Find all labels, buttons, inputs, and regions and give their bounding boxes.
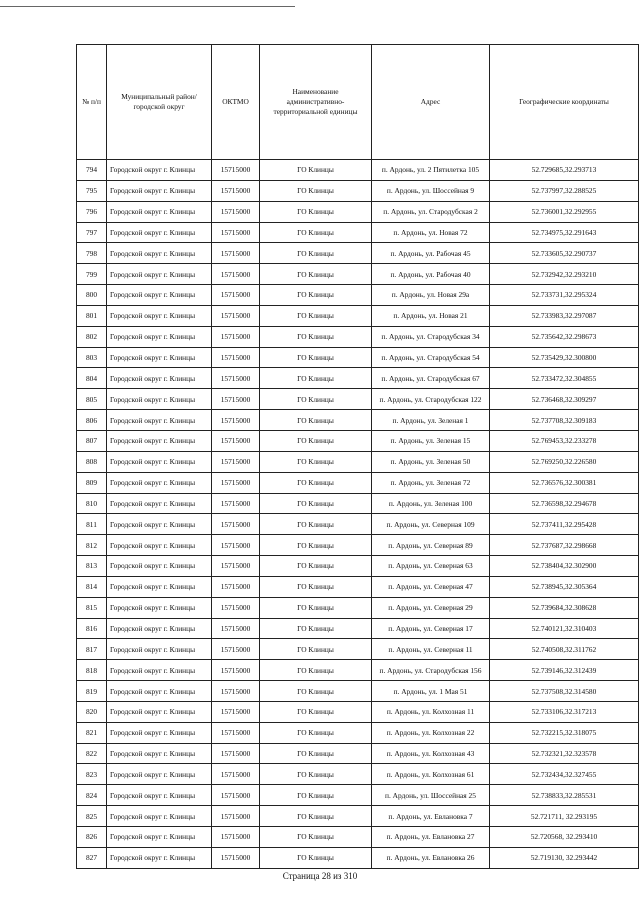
header-municipality: Муниципальный район/городской округ: [107, 45, 212, 160]
table-row: [77, 493, 639, 514]
cell-municipality: Городской округ г. Клинцы: [107, 764, 212, 785]
cell-oktmo: 15715000: [212, 180, 260, 201]
cell-admin-unit: ГО Клинцы: [260, 160, 372, 181]
cell-coordinates: 52.735429,32.300800: [490, 347, 639, 368]
cell-municipality: Городской округ г. Клинцы: [107, 743, 212, 764]
cell-number: 797: [77, 222, 107, 243]
table-row: [77, 576, 639, 597]
table-row: [77, 764, 639, 785]
cell-number: 820: [77, 701, 107, 722]
cell-coordinates: 52.736598,32.294678: [490, 493, 639, 514]
cell-municipality: Городской округ г. Клинцы: [107, 535, 212, 556]
cell-number: 798: [77, 243, 107, 264]
cell-number: 814: [77, 576, 107, 597]
cell-address: п. Ардонь, ул. Шоссейная 25: [372, 785, 490, 806]
cell-municipality: Городской округ г. Клинцы: [107, 160, 212, 181]
cell-oktmo: 15715000: [212, 285, 260, 306]
cell-admin-unit: ГО Клинцы: [260, 597, 372, 618]
table-row: [77, 827, 639, 848]
cell-municipality: Городской округ г. Клинцы: [107, 472, 212, 493]
cell-address: п. Ардонь, ул. Стародубская 34: [372, 326, 490, 347]
cell-address: п. Ардонь, ул. Зеленая 50: [372, 451, 490, 472]
table-row: [77, 785, 639, 806]
cell-admin-unit: ГО Клинцы: [260, 681, 372, 702]
table-row: [77, 556, 639, 577]
cell-municipality: Городской округ г. Клинцы: [107, 847, 212, 868]
table-row: [77, 410, 639, 431]
cell-number: 808: [77, 451, 107, 472]
cell-address: п. Ардонь, ул. Евлановка 7: [372, 806, 490, 827]
table-row: [77, 806, 639, 827]
cell-number: 825: [77, 806, 107, 827]
cell-address: п. Ардонь, ул. Колхозная 61: [372, 764, 490, 785]
header-oktmo: ОКТМО: [212, 45, 260, 160]
cell-admin-unit: ГО Клинцы: [260, 556, 372, 577]
cell-admin-unit: ГО Клинцы: [260, 743, 372, 764]
cell-address: п. Ардонь, ул. Стародубская 54: [372, 347, 490, 368]
table-row: [77, 722, 639, 743]
cell-address: п. Ардонь, ул. Новая 21: [372, 305, 490, 326]
cell-oktmo: 15715000: [212, 326, 260, 347]
cell-municipality: Городской округ г. Клинцы: [107, 451, 212, 472]
cell-municipality: Городской округ г. Клинцы: [107, 180, 212, 201]
cell-municipality: Городской округ г. Клинцы: [107, 368, 212, 389]
cell-address: п. Ардонь, ул. Зеленая 100: [372, 493, 490, 514]
header-admin-unit: Наименование административно-территориальной единицы: [260, 45, 372, 160]
cell-address: п. Ардонь, ул. Северная 109: [372, 514, 490, 535]
cell-number: 802: [77, 326, 107, 347]
cell-admin-unit: ГО Клинцы: [260, 639, 372, 660]
cell-address: п. Ардонь, ул. Северная 89: [372, 535, 490, 556]
table-row: [77, 639, 639, 660]
cell-address: п. Ардонь, ул. Колхозная 22: [372, 722, 490, 743]
cell-address: п. Ардонь, ул. Зеленая 1: [372, 410, 490, 431]
cell-oktmo: 15715000: [212, 472, 260, 493]
cell-admin-unit: ГО Клинцы: [260, 806, 372, 827]
cell-coordinates: 52.739146,32.312439: [490, 660, 639, 681]
cell-address: п. Ардонь, ул. Шоссейная 9: [372, 180, 490, 201]
table-row: [77, 430, 639, 451]
cell-address: п. Ардонь, ул. Новая 72: [372, 222, 490, 243]
cell-number: 818: [77, 660, 107, 681]
cell-municipality: Городской округ г. Клинцы: [107, 722, 212, 743]
header-address: Адрес: [372, 45, 490, 160]
cell-number: 815: [77, 597, 107, 618]
cell-municipality: Городской округ г. Клинцы: [107, 305, 212, 326]
cell-oktmo: 15715000: [212, 201, 260, 222]
cell-number: 811: [77, 514, 107, 535]
cell-coordinates: 52.733731,32.295324: [490, 285, 639, 306]
cell-admin-unit: ГО Клинцы: [260, 514, 372, 535]
cell-coordinates: 52.769453,32.233278: [490, 430, 639, 451]
cell-address: п. Ардонь, ул. Колхозная 11: [372, 701, 490, 722]
cell-oktmo: 15715000: [212, 493, 260, 514]
cell-admin-unit: ГО Клинцы: [260, 222, 372, 243]
cell-admin-unit: ГО Клинцы: [260, 201, 372, 222]
cell-municipality: Городской округ г. Клинцы: [107, 389, 212, 410]
cell-oktmo: 15715000: [212, 160, 260, 181]
cell-address: п. Ардонь, ул. Зеленая 72: [372, 472, 490, 493]
cell-number: 827: [77, 847, 107, 868]
cell-address: п. Ардонь, ул. Стародубская 122: [372, 389, 490, 410]
table-row: [77, 285, 639, 306]
cell-number: 813: [77, 556, 107, 577]
cell-number: 816: [77, 618, 107, 639]
cell-admin-unit: ГО Клинцы: [260, 180, 372, 201]
cell-coordinates: 52.733106,32.317213: [490, 701, 639, 722]
cell-oktmo: 15715000: [212, 243, 260, 264]
cell-address: п. Ардонь, ул. Евлановка 26: [372, 847, 490, 868]
table-row: [77, 180, 639, 201]
cell-address: п. Ардонь, ул. Северная 17: [372, 618, 490, 639]
cell-admin-unit: ГО Клинцы: [260, 451, 372, 472]
cell-admin-unit: ГО Клинцы: [260, 701, 372, 722]
cell-admin-unit: ГО Клинцы: [260, 410, 372, 431]
cell-municipality: Городской округ г. Клинцы: [107, 514, 212, 535]
table-row: [77, 743, 639, 764]
cell-municipality: Городской округ г. Клинцы: [107, 430, 212, 451]
cell-number: 810: [77, 493, 107, 514]
cell-coordinates: 52.740121,32.310403: [490, 618, 639, 639]
registry-table: [76, 44, 639, 869]
cell-coordinates: 52.733472,32.304855: [490, 368, 639, 389]
cell-oktmo: 15715000: [212, 743, 260, 764]
cell-oktmo: 15715000: [212, 785, 260, 806]
cell-number: 817: [77, 639, 107, 660]
cell-coordinates: 52.736468,32.309297: [490, 389, 639, 410]
cell-number: 824: [77, 785, 107, 806]
cell-municipality: Городской округ г. Клинцы: [107, 410, 212, 431]
cell-municipality: Городской округ г. Клинцы: [107, 576, 212, 597]
cell-municipality: Городской округ г. Клинцы: [107, 618, 212, 639]
cell-municipality: Городской округ г. Клинцы: [107, 639, 212, 660]
cell-municipality: Городской округ г. Клинцы: [107, 222, 212, 243]
cell-admin-unit: ГО Клинцы: [260, 285, 372, 306]
cell-oktmo: 15715000: [212, 576, 260, 597]
table-row: [77, 451, 639, 472]
cell-coordinates: 52.732942,32.293210: [490, 264, 639, 285]
cell-admin-unit: ГО Клинцы: [260, 722, 372, 743]
cell-oktmo: 15715000: [212, 681, 260, 702]
cell-coordinates: 52.737411,32.295428: [490, 514, 639, 535]
cell-oktmo: 15715000: [212, 556, 260, 577]
header-number: № п/п: [77, 45, 107, 160]
cell-coordinates: 52.733605,32.290737: [490, 243, 639, 264]
table-row: [77, 243, 639, 264]
cell-address: п. Ардонь, ул. 2 Пятилетка 105: [372, 160, 490, 181]
cell-municipality: Городской округ г. Клинцы: [107, 597, 212, 618]
cell-coordinates: 52.729685,32.293713: [490, 160, 639, 181]
cell-oktmo: 15715000: [212, 639, 260, 660]
table-row: [77, 160, 639, 181]
cell-admin-unit: ГО Клинцы: [260, 368, 372, 389]
cell-number: 819: [77, 681, 107, 702]
cell-oktmo: 15715000: [212, 722, 260, 743]
cell-number: 795: [77, 180, 107, 201]
cell-municipality: Городской округ г. Клинцы: [107, 285, 212, 306]
cell-oktmo: 15715000: [212, 597, 260, 618]
cell-oktmo: 15715000: [212, 847, 260, 868]
cell-oktmo: 15715000: [212, 618, 260, 639]
table-header: [77, 45, 639, 160]
cell-oktmo: 15715000: [212, 701, 260, 722]
cell-number: 796: [77, 201, 107, 222]
cell-municipality: Городской округ г. Клинцы: [107, 264, 212, 285]
cell-oktmo: 15715000: [212, 764, 260, 785]
cell-coordinates: 52.736576,32.300381: [490, 472, 639, 493]
cell-municipality: Городской округ г. Клинцы: [107, 201, 212, 222]
table-row: [77, 201, 639, 222]
cell-municipality: Городской округ г. Клинцы: [107, 493, 212, 514]
cell-admin-unit: ГО Клинцы: [260, 430, 372, 451]
cell-municipality: Городской округ г. Клинцы: [107, 660, 212, 681]
cell-address: п. Ардонь, ул. Евлановка 27: [372, 827, 490, 848]
cell-address: п. Ардонь, ул. Стародубская 2: [372, 201, 490, 222]
top-rule: [0, 6, 295, 7]
cell-admin-unit: ГО Клинцы: [260, 347, 372, 368]
table-row: [77, 305, 639, 326]
table-row: [77, 597, 639, 618]
cell-address: п. Ардонь, ул. Новая 29а: [372, 285, 490, 306]
cell-coordinates: 52.733983,32.297087: [490, 305, 639, 326]
table-row: [77, 472, 639, 493]
cell-number: 821: [77, 722, 107, 743]
cell-admin-unit: ГО Клинцы: [260, 326, 372, 347]
cell-coordinates: 52.719130, 32.293442: [490, 847, 639, 868]
cell-oktmo: 15715000: [212, 222, 260, 243]
cell-coordinates: 52.732215,32.318075: [490, 722, 639, 743]
cell-admin-unit: ГО Клинцы: [260, 576, 372, 597]
cell-municipality: Городской округ г. Клинцы: [107, 827, 212, 848]
cell-coordinates: 52.769250,32.226580: [490, 451, 639, 472]
table-row: [77, 535, 639, 556]
cell-coordinates: 52.737687,32.298668: [490, 535, 639, 556]
cell-admin-unit: ГО Клинцы: [260, 243, 372, 264]
cell-admin-unit: ГО Клинцы: [260, 847, 372, 868]
cell-number: 809: [77, 472, 107, 493]
cell-coordinates: 52.734975,32.291643: [490, 222, 639, 243]
cell-number: 807: [77, 430, 107, 451]
table-row: [77, 264, 639, 285]
cell-oktmo: 15715000: [212, 389, 260, 410]
cell-municipality: Городской округ г. Клинцы: [107, 347, 212, 368]
cell-address: п. Ардонь, ул. Стародубская 156: [372, 660, 490, 681]
cell-number: 826: [77, 827, 107, 848]
cell-municipality: Городской округ г. Клинцы: [107, 556, 212, 577]
cell-coordinates: 52.740508,32.311762: [490, 639, 639, 660]
table-row: [77, 326, 639, 347]
cell-municipality: Городской округ г. Клинцы: [107, 326, 212, 347]
cell-number: 823: [77, 764, 107, 785]
cell-oktmo: 15715000: [212, 347, 260, 368]
cell-oktmo: 15715000: [212, 535, 260, 556]
cell-municipality: Городской округ г. Клинцы: [107, 701, 212, 722]
cell-address: п. Ардонь, ул. Рабочая 40: [372, 264, 490, 285]
cell-oktmo: 15715000: [212, 410, 260, 431]
table-body: [77, 160, 639, 869]
cell-admin-unit: ГО Клинцы: [260, 618, 372, 639]
cell-admin-unit: ГО Клинцы: [260, 535, 372, 556]
cell-coordinates: 52.738833,32.285531: [490, 785, 639, 806]
table-row: [77, 368, 639, 389]
table-row: [77, 514, 639, 535]
cell-number: 805: [77, 389, 107, 410]
cell-number: 801: [77, 305, 107, 326]
cell-municipality: Городской округ г. Клинцы: [107, 681, 212, 702]
cell-coordinates: 52.736001,32.292955: [490, 201, 639, 222]
cell-coordinates: 52.737708,32.309183: [490, 410, 639, 431]
cell-coordinates: 52.732434,32.327455: [490, 764, 639, 785]
cell-number: 800: [77, 285, 107, 306]
cell-number: 806: [77, 410, 107, 431]
cell-coordinates: 52.735642,32.298673: [490, 326, 639, 347]
cell-admin-unit: ГО Клинцы: [260, 264, 372, 285]
cell-address: п. Ардонь, ул. Северная 63: [372, 556, 490, 577]
header-row: [77, 45, 639, 160]
cell-municipality: Городской округ г. Клинцы: [107, 785, 212, 806]
cell-address: п. Ардонь, ул. Северная 47: [372, 576, 490, 597]
cell-oktmo: 15715000: [212, 806, 260, 827]
table-row: [77, 347, 639, 368]
cell-address: п. Ардонь, ул. Колхозная 43: [372, 743, 490, 764]
table-row: [77, 847, 639, 868]
cell-oktmo: 15715000: [212, 827, 260, 848]
cell-admin-unit: ГО Клинцы: [260, 785, 372, 806]
cell-address: п. Ардонь, ул. Зеленая 15: [372, 430, 490, 451]
header-coordinates: Географические координаты: [490, 45, 639, 160]
cell-admin-unit: ГО Клинцы: [260, 472, 372, 493]
cell-oktmo: 15715000: [212, 264, 260, 285]
cell-address: п. Ардонь, ул. Стародубская 67: [372, 368, 490, 389]
cell-oktmo: 15715000: [212, 305, 260, 326]
cell-municipality: Городской округ г. Клинцы: [107, 243, 212, 264]
table-row: [77, 222, 639, 243]
cell-oktmo: 15715000: [212, 368, 260, 389]
cell-oktmo: 15715000: [212, 451, 260, 472]
cell-oktmo: 15715000: [212, 514, 260, 535]
cell-address: п. Ардонь, ул. Северная 29: [372, 597, 490, 618]
table-row: [77, 618, 639, 639]
cell-municipality: Городской округ г. Клинцы: [107, 806, 212, 827]
cell-admin-unit: ГО Клинцы: [260, 764, 372, 785]
cell-admin-unit: ГО Клинцы: [260, 827, 372, 848]
cell-address: п. Ардонь, ул. 1 Мая 51: [372, 681, 490, 702]
cell-coordinates: 52.738404,32.302900: [490, 556, 639, 577]
cell-oktmo: 15715000: [212, 660, 260, 681]
cell-coordinates: 52.732321,32.323578: [490, 743, 639, 764]
table-row: [77, 660, 639, 681]
cell-number: 803: [77, 347, 107, 368]
cell-admin-unit: ГО Клинцы: [260, 305, 372, 326]
cell-coordinates: 52.739684,32.308628: [490, 597, 639, 618]
cell-coordinates: 52.720568, 32.293410: [490, 827, 639, 848]
cell-address: п. Ардонь, ул. Рабочая 45: [372, 243, 490, 264]
cell-admin-unit: ГО Клинцы: [260, 493, 372, 514]
cell-coordinates: 52.738945,32.305364: [490, 576, 639, 597]
cell-address: п. Ардонь, ул. Северная 11: [372, 639, 490, 660]
cell-number: 799: [77, 264, 107, 285]
cell-number: 804: [77, 368, 107, 389]
cell-coordinates: 52.737508,32.314580: [490, 681, 639, 702]
cell-number: 794: [77, 160, 107, 181]
cell-number: 822: [77, 743, 107, 764]
cell-oktmo: 15715000: [212, 430, 260, 451]
cell-admin-unit: ГО Клинцы: [260, 389, 372, 410]
cell-coordinates: 52.737997,32.288525: [490, 180, 639, 201]
table-row: [77, 701, 639, 722]
table-row: [77, 389, 639, 410]
page-number: Страница 28 из 310: [282, 871, 358, 881]
cell-coordinates: 52.721711, 32.293195: [490, 806, 639, 827]
cell-admin-unit: ГО Клинцы: [260, 660, 372, 681]
table-row: [77, 681, 639, 702]
cell-number: 812: [77, 535, 107, 556]
